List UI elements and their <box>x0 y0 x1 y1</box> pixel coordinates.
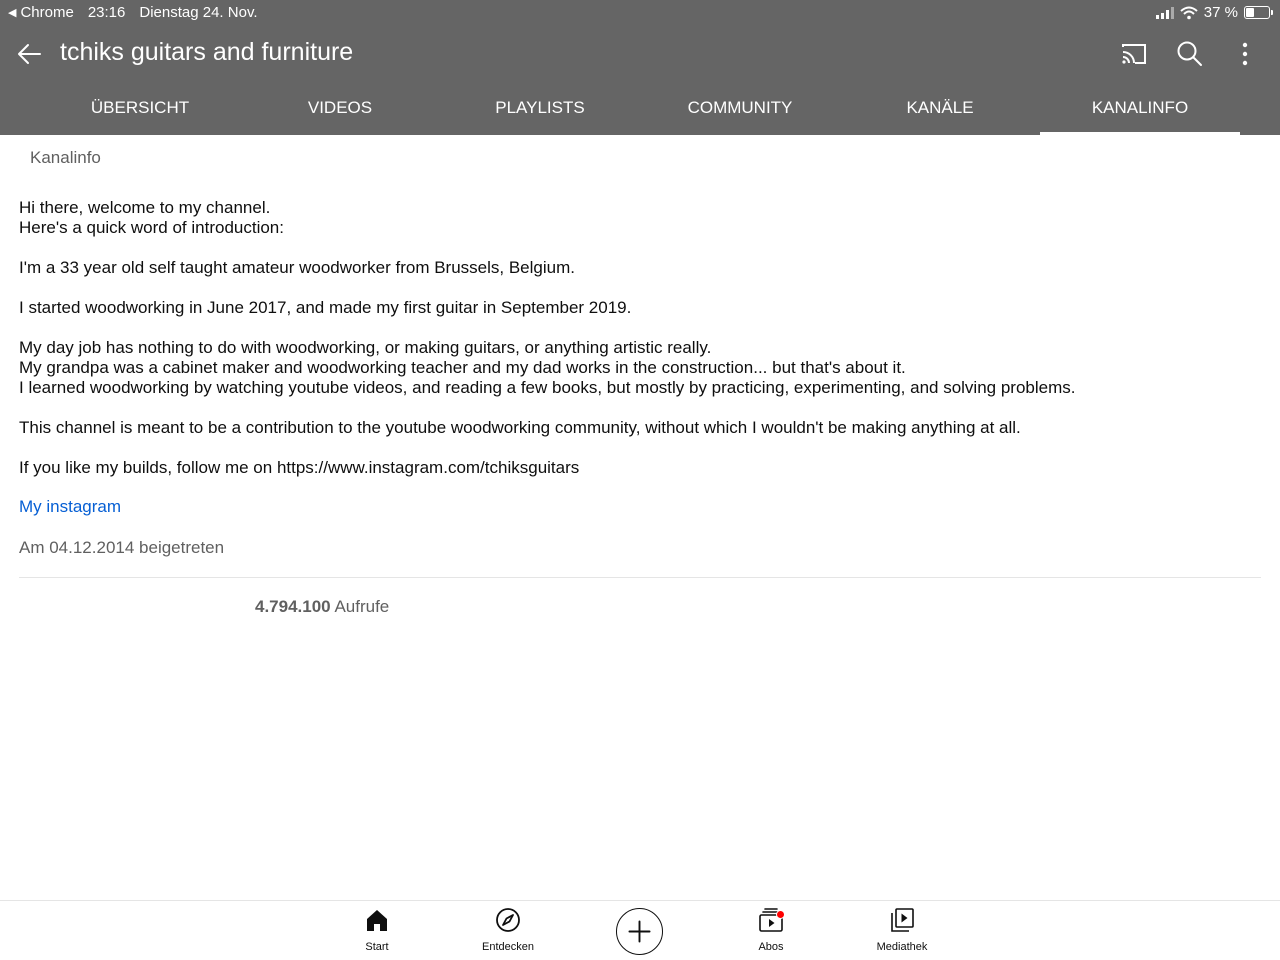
create-plus-icon[interactable] <box>616 908 663 955</box>
nav-abos-label: Abos <box>758 941 784 953</box>
channel-tabs <box>40 80 1240 135</box>
description-line: I started woodworking in June 2017, and made my first guitar in September 2019. <box>19 298 632 317</box>
status-left <box>8 4 258 21</box>
description-line: I'm a 33 year old self taught amateur woodworker from Brussels, Belgium. <box>19 258 575 277</box>
section-title: Kanalinfo <box>30 148 101 167</box>
tab-playlists[interactable]: PLAYLISTS <box>495 97 585 117</box>
nav-mediathek-label: Mediathek <box>876 941 928 953</box>
instagram-link[interactable]: My instagram <box>19 497 122 516</box>
tab-kanalinfo[interactable]: KANALINFO <box>1040 80 1240 135</box>
view-count-label: Aufrufe <box>334 597 390 616</box>
nav-start-label: Start <box>365 941 389 953</box>
description-line: Hi there, welcome to my channel. <box>19 198 271 217</box>
description-line: Here's a quick word of introduction: <box>19 218 284 237</box>
more-vertical-icon[interactable] <box>1229 38 1261 70</box>
nav-entdecken[interactable] <box>463 907 553 953</box>
cellular-signal-icon <box>1156 7 1174 19</box>
channel-title: tchiks guitars and furniture <box>60 38 354 66</box>
home-icon <box>364 907 390 933</box>
library-icon <box>889 907 915 933</box>
description-blank-line <box>19 278 1259 298</box>
channel-description <box>19 198 1259 478</box>
view-count <box>255 597 389 617</box>
description-line: I learned woodworking by watching youtube videos, and reading a few books, but mostly by practicing, experimenting, and solving problems. <box>19 378 1076 397</box>
status-right <box>1156 4 1270 21</box>
cast-icon[interactable] <box>1118 38 1150 70</box>
nav-start[interactable] <box>332 907 422 953</box>
nav-entdecken-label: Entdecken <box>482 941 534 953</box>
compass-icon <box>495 907 521 933</box>
divider <box>19 577 1261 578</box>
description-line: My grandpa was a cabinet maker and woodworking teacher and my dad works in the construction... but that's about it. <box>19 358 906 377</box>
description-line: My day job has nothing to do with woodworking, or making guitars, or anything artistic really. <box>19 338 712 357</box>
description-blank-line <box>19 398 1259 418</box>
status-date: Dienstag 24. Nov. <box>139 4 258 21</box>
bottom-navigation <box>0 900 1280 960</box>
tab-videos[interactable]: VIDEOS <box>307 97 373 117</box>
tab-uebersicht[interactable]: ÜBERSICHT <box>90 97 190 117</box>
description-line: This channel is meant to be a contribution to the youtube woodworking community, without which I wouldn't be making anything at all. <box>19 418 1021 437</box>
battery-percent: 37 % <box>1203 4 1238 21</box>
search-icon[interactable] <box>1174 38 1206 70</box>
status-bar <box>0 0 1280 26</box>
back-arrow-icon[interactable] <box>14 38 46 70</box>
app-bar <box>0 26 1280 80</box>
wifi-icon <box>1180 6 1198 20</box>
channel-header <box>0 0 1280 135</box>
joined-date: Am 04.12.2014 beigetreten <box>19 538 225 557</box>
description-blank-line <box>19 238 1259 258</box>
nav-abos[interactable] <box>726 907 816 953</box>
tab-kanaele[interactable]: KANÄLE <box>906 97 974 117</box>
description-blank-line <box>19 318 1259 338</box>
status-time: 23:16 <box>87 4 126 21</box>
description-blank-line <box>19 438 1259 458</box>
tab-community[interactable]: COMMUNITY <box>687 97 793 117</box>
notification-dot <box>776 910 785 919</box>
back-to-app-icon[interactable]: ◀ <box>8 7 17 19</box>
battery-icon <box>1244 6 1270 19</box>
view-count-number: 4.794.100 <box>255 597 331 616</box>
back-to-app-label[interactable]: Chrome <box>20 4 74 21</box>
nav-mediathek[interactable] <box>857 907 947 953</box>
description-line: If you like my builds, follow me on https://www.instagram.com/tchiksguitars <box>19 458 580 477</box>
